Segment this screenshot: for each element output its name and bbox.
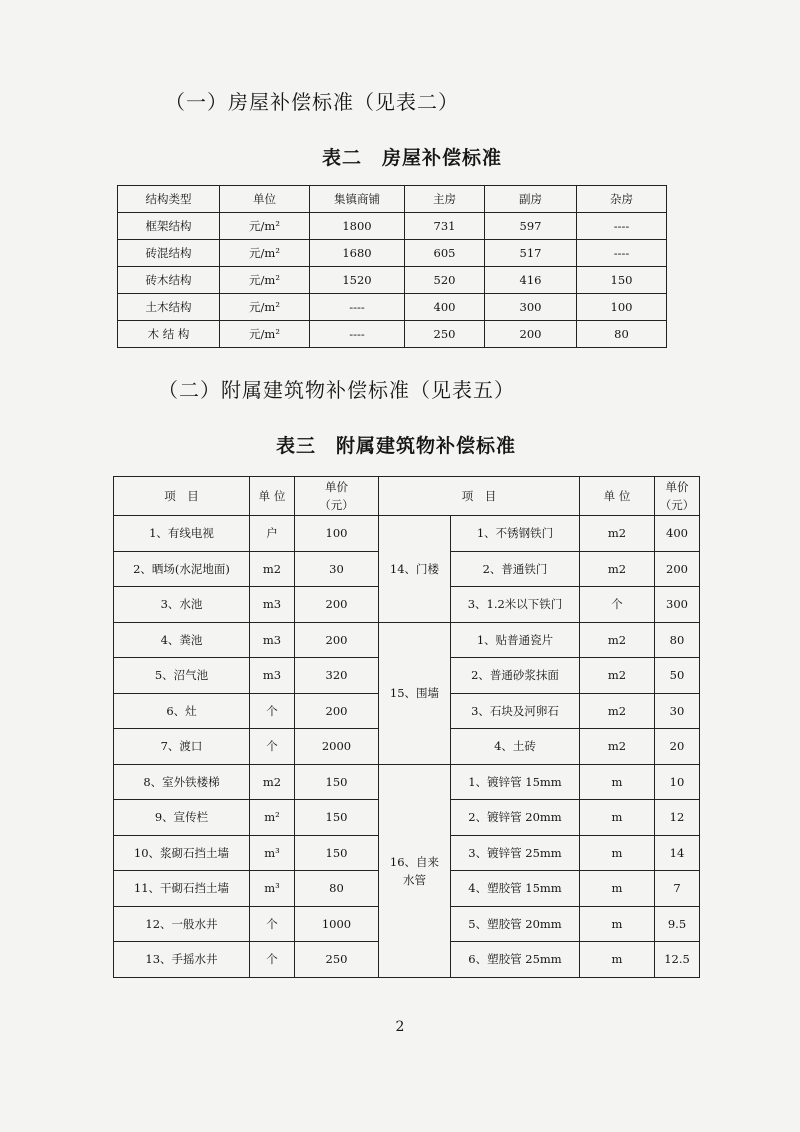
table-cell: 2、普通砂浆抹面 xyxy=(451,658,580,694)
table-cell: 150 xyxy=(577,267,667,294)
table-cell: m2 xyxy=(580,693,655,729)
table-cell: ---- xyxy=(577,240,667,267)
table-cell: 30 xyxy=(295,551,379,587)
table-cell: 5、塑胶管 20mm xyxy=(451,906,580,942)
price-header-line2: （元） xyxy=(319,498,354,512)
table2-header-row xyxy=(118,186,667,213)
table3-title: 表三 附属建筑物补偿标准 xyxy=(276,435,517,457)
table-cell: m xyxy=(580,906,655,942)
table-cell: m xyxy=(580,942,655,978)
table-row xyxy=(118,321,667,348)
table-cell: 731 xyxy=(405,213,485,240)
table-cell: 416 xyxy=(485,267,577,294)
table3-header-unit: 单 位 xyxy=(250,477,295,516)
table-cell: 12 xyxy=(655,800,700,836)
table3 xyxy=(113,476,700,978)
table3-header-row xyxy=(114,477,700,516)
table-cell: 400 xyxy=(405,294,485,321)
table-cell: m xyxy=(580,764,655,800)
table-cell: m3 xyxy=(250,622,295,658)
table-cell: 土木结构 xyxy=(118,294,220,321)
table-cell: 80 xyxy=(655,622,700,658)
table-cell: 4、粪池 xyxy=(114,622,250,658)
table2-header-cell: 副房 xyxy=(485,186,577,213)
table-cell: 3、镀锌管 25mm xyxy=(451,835,580,871)
table-cell: m2 xyxy=(580,551,655,587)
table-cell: m2 xyxy=(580,658,655,694)
table-cell: 8、室外铁楼梯 xyxy=(114,764,250,800)
table-cell: 20 xyxy=(655,729,700,765)
table-cell: m xyxy=(580,835,655,871)
table-cell: 4、塑胶管 15mm xyxy=(451,871,580,907)
table-cell: m2 xyxy=(250,551,295,587)
table-cell: 250 xyxy=(295,942,379,978)
section1-title: （一）房屋补偿标准（见表二） xyxy=(165,90,459,114)
table-cell: 150 xyxy=(295,835,379,871)
table-cell: 2000 xyxy=(295,729,379,765)
table-cell: 砖木结构 xyxy=(118,267,220,294)
table-row xyxy=(118,240,667,267)
table-cell: 元/m² xyxy=(220,321,310,348)
table-cell: 元/m² xyxy=(220,294,310,321)
table-cell: 50 xyxy=(655,658,700,694)
table-row xyxy=(118,213,667,240)
table-cell: 木 结 构 xyxy=(118,321,220,348)
table-cell: 520 xyxy=(405,267,485,294)
table3-header-item-right: 项 目 xyxy=(379,477,580,516)
table-cell: 200 xyxy=(295,587,379,623)
section2-title: （二）附属建筑物补偿标准（见表五） xyxy=(158,378,515,402)
table2-header-cell: 集镇商铺 xyxy=(310,186,405,213)
table-cell: 200 xyxy=(485,321,577,348)
price-header-line1: 单价 xyxy=(325,480,348,494)
table-cell: 300 xyxy=(655,587,700,623)
table-row xyxy=(118,294,667,321)
table-cell: ---- xyxy=(310,294,405,321)
table-cell: 3、1.2米以下铁门 xyxy=(451,587,580,623)
table2-header-cell: 主房 xyxy=(405,186,485,213)
table-cell: 1000 xyxy=(295,906,379,942)
table-cell: m3 xyxy=(250,658,295,694)
table-cell: 320 xyxy=(295,658,379,694)
table-row xyxy=(114,516,700,552)
table3-header-item: 项 目 xyxy=(114,477,250,516)
group-water-pipe-line1: 16、自来 xyxy=(389,854,440,869)
table-cell: 个 xyxy=(250,942,295,978)
table-cell: 10、浆砌石挡土墙 xyxy=(114,835,250,871)
table-cell: 个 xyxy=(250,729,295,765)
table-cell: 605 xyxy=(405,240,485,267)
table-cell: 9.5 xyxy=(655,906,700,942)
table-cell: 1、贴普通瓷片 xyxy=(451,622,580,658)
table-cell: m2 xyxy=(580,516,655,552)
table-row xyxy=(114,764,700,800)
table-cell: 2、普通铁门 xyxy=(451,551,580,587)
table-cell: 10 xyxy=(655,764,700,800)
table-cell: 1800 xyxy=(310,213,405,240)
table-cell: 个 xyxy=(250,906,295,942)
table-cell: 1520 xyxy=(310,267,405,294)
table-cell: 150 xyxy=(295,764,379,800)
table-cell: 7 xyxy=(655,871,700,907)
table-cell: ---- xyxy=(310,321,405,348)
table-cell: 1、镀锌管 15mm xyxy=(451,764,580,800)
table-cell: m2 xyxy=(580,622,655,658)
table-cell: 1680 xyxy=(310,240,405,267)
table-cell: 个 xyxy=(250,693,295,729)
table-cell: ---- xyxy=(577,213,667,240)
table-cell: m xyxy=(580,800,655,836)
table-cell: 户 xyxy=(250,516,295,552)
table-cell: 3、水池 xyxy=(114,587,250,623)
table-cell: 元/m² xyxy=(220,213,310,240)
table-cell: 200 xyxy=(295,622,379,658)
group-cell-gate: 14、门楼 xyxy=(379,516,451,623)
table2-header-cell: 单位 xyxy=(220,186,310,213)
table-cell: 元/m² xyxy=(220,240,310,267)
price-header-right-line2: （元） xyxy=(659,498,695,512)
table-cell: 1、有线电视 xyxy=(114,516,250,552)
group-water-pipe-line2: 水管 xyxy=(403,872,426,887)
table-cell: 3、石块及河卵石 xyxy=(451,693,580,729)
table-cell: 框架结构 xyxy=(118,213,220,240)
table2-title: 表二 房屋补偿标准 xyxy=(322,147,503,169)
table-cell: 砖混结构 xyxy=(118,240,220,267)
table-cell: 250 xyxy=(405,321,485,348)
table-row xyxy=(118,267,667,294)
table-cell: m² xyxy=(250,800,295,836)
table-cell: 12.5 xyxy=(655,942,700,978)
table-cell: 517 xyxy=(485,240,577,267)
table-cell: 80 xyxy=(295,871,379,907)
table-cell: 9、宣传栏 xyxy=(114,800,250,836)
price-header-right-line1: 单价 xyxy=(665,480,689,494)
table-cell: 100 xyxy=(295,516,379,552)
table-cell: 400 xyxy=(655,516,700,552)
group-cell-water-pipe xyxy=(379,764,451,977)
table-cell: m³ xyxy=(250,871,295,907)
table-cell: 597 xyxy=(485,213,577,240)
table-cell: m³ xyxy=(250,835,295,871)
table3-header-unit-right: 单 位 xyxy=(580,477,655,516)
table2-header-cell: 杂房 xyxy=(577,186,667,213)
table-cell: 7、渡口 xyxy=(114,729,250,765)
page-number: 2 xyxy=(395,1019,405,1035)
table-cell: 1、不锈钢铁门 xyxy=(451,516,580,552)
table-cell: 150 xyxy=(295,800,379,836)
table3-header-price xyxy=(295,477,379,516)
table-cell: m3 xyxy=(250,587,295,623)
table-cell: 4、土砖 xyxy=(451,729,580,765)
table-cell: 80 xyxy=(577,321,667,348)
table2-header-cell: 结构类型 xyxy=(118,186,220,213)
table-cell: 13、手摇水井 xyxy=(114,942,250,978)
table-cell: 元/m² xyxy=(220,267,310,294)
table-cell: 200 xyxy=(655,551,700,587)
table-cell: 14 xyxy=(655,835,700,871)
table-cell: 2、镀锌管 20mm xyxy=(451,800,580,836)
table-cell: 100 xyxy=(577,294,667,321)
table-cell: 个 xyxy=(580,587,655,623)
table-cell: 6、塑胶管 25mm xyxy=(451,942,580,978)
table-cell: 200 xyxy=(295,693,379,729)
table3-header-price-right xyxy=(655,477,700,516)
table-cell: 11、干砌石挡土墙 xyxy=(114,871,250,907)
table-cell: 12、一般水井 xyxy=(114,906,250,942)
table-cell: m2 xyxy=(580,729,655,765)
table-row xyxy=(114,622,700,658)
table-cell: 5、沼气池 xyxy=(114,658,250,694)
table2 xyxy=(117,185,667,348)
table-cell: 6、灶 xyxy=(114,693,250,729)
table-cell: 300 xyxy=(485,294,577,321)
table-cell: m2 xyxy=(250,764,295,800)
group-cell-wall: 15、围墙 xyxy=(379,622,451,764)
table-cell: 30 xyxy=(655,693,700,729)
table-cell: 2、晒场(水泥地面) xyxy=(114,551,250,587)
table-cell: m xyxy=(580,871,655,907)
